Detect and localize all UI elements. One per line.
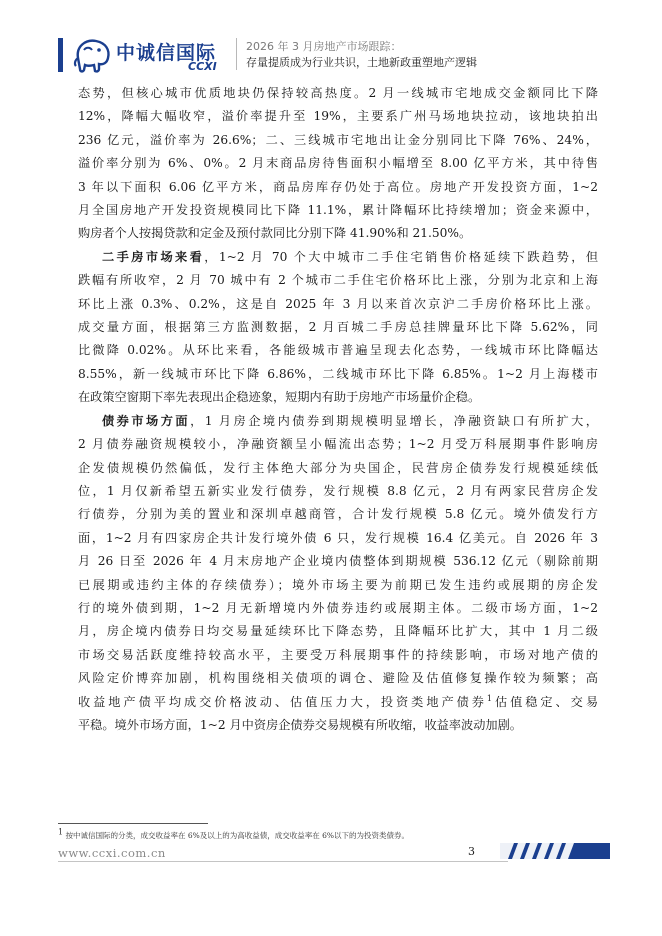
report-title: 存量提质成为行业共识，土地新政重塑地产逻辑 <box>246 56 477 69</box>
footnote-number: 1 <box>58 827 64 837</box>
text-segment: 行的境外债到期，1~2 月无新增境内外债券违约或展期主体。二级市场方面，1~2 <box>78 600 598 615</box>
text-segment: 环比上涨 0.3%、0.2%，这是自 2025 年 3 月以来首次京沪二手房价格环比上涨。 <box>78 296 598 311</box>
text-line <box>78 293 598 316</box>
text-line: 月全国房地产开发投资规模同比下降 11.1%，累计降幅环比持续增加；资金来源中， <box>78 203 598 218</box>
paragraph-bond-market <box>78 410 598 738</box>
report-series-line: 2026 年 3 月房地产市场跟踪： <box>246 40 402 53</box>
logo-chinese-name: 中诚信国际 <box>116 42 217 64</box>
text-line <box>78 527 598 550</box>
section-lead: 债券市场方面 <box>102 413 191 428</box>
section-lead: 二手房市场来看 <box>102 249 205 264</box>
text-segment: 收益地产债平均成交价格波动、估值压力大，投资类地产债券 <box>78 694 487 709</box>
text-line <box>78 386 598 409</box>
text-segment: 成交量方面，根据第三方监测数据，2 月百城二手房总挂牌量环比下降 5.62%，同 <box>78 320 598 335</box>
text-segment: 2 月债券融资规模较小，净融资额呈小幅流出态势；1~2 月受万科展期事件影响房 <box>78 437 598 452</box>
text-line <box>78 433 598 456</box>
text-line <box>78 714 598 737</box>
text-line <box>78 480 598 503</box>
logo-english-name: CCXI <box>188 60 217 73</box>
text-segment: 已展期或违约主体的存续债券）；境外市场主要为前期已发生违约或展期的房企发 <box>78 577 598 592</box>
footnote <box>58 827 410 841</box>
text-line <box>78 503 598 526</box>
paragraph-land-market <box>78 82 598 246</box>
text-line: 12%，降幅大幅收窄，溢价率提升至 19%，主要系广州马场地块拉动，该地块拍出 <box>78 109 598 124</box>
footnote-separator <box>58 823 208 824</box>
footnote-text: 按中诚信国际的分类，成交收益率在 6%及以上的为高收益债，成交收益率在 6%以下的为投资类债券。 <box>65 831 410 840</box>
text-segment: 企发债规模仍然偏低，发行主体绝大部分为央国企，民营房企债券发行规模延续低 <box>78 460 598 475</box>
text-segment: 面，1~2 月有四家房企共计发行境外债 6 只，发行规模 16.4 亿美元。自 2026 年 3 <box>78 530 598 545</box>
text-segment: 月 26 日至 2026 年 4 月末房地产企业境内债整体到期规模 536.12 亿元（剔除前期 <box>78 554 598 569</box>
footer-rule <box>58 861 508 862</box>
elephant-logo-icon <box>72 36 114 74</box>
footer-website-link[interactable]: www.ccxi.com.cn <box>58 846 166 860</box>
page-header <box>0 0 662 80</box>
text-line: 态势，但核心城市优质地块仍保持较高热度。2 月一线城市宅地成交金额同比下降 <box>78 86 598 100</box>
text-segment: 平稳。境外市场方面，1~2 月中资房企债券交易规模有所收缩，收益率波动加剧。 <box>78 717 522 732</box>
text-segment: 风险定价博弈加剧，机构围绕相关债项的调仓、避险及估值修复操作较为频繁；高 <box>78 671 598 686</box>
decorative-stripes-icon <box>500 843 610 859</box>
text-line <box>78 574 598 597</box>
footnote-reference[interactable]: 1 <box>486 693 492 703</box>
text-line <box>78 339 598 362</box>
body-content <box>78 82 598 737</box>
text-line <box>78 691 598 714</box>
text-line <box>78 457 598 480</box>
text-line: 溢价率分别为 6%、0%。2 月末商品房待售面积小幅增至 8.00 亿平方米，其中待售 <box>78 156 598 171</box>
text-line <box>78 410 598 433</box>
text-segment: ，1~2 月 70 个大中城市二手住宅销售价格延续下跌趋势，但 <box>204 249 598 264</box>
text-segment: 行债券，分别为美的置业和深圳卓越商管，合计发行规模 5.8 亿元。境外债发行方 <box>78 507 598 522</box>
text-segment: 在政策空窗期下率先表现出企稳迹象，短期内有助于房地产市场量价企稳。 <box>78 390 481 405</box>
text-line <box>78 550 598 573</box>
text-segment: 8.55%，新一线城市环比下降 6.86%，二线城市环比下降 6.85%。1~2 月上海楼市 <box>78 366 598 381</box>
header-accent-bar <box>58 38 63 72</box>
text-line: 236 亿元，溢价率为 26.6%；二、三线城市宅地出让金分别同比下降 76%、24%， <box>78 132 598 147</box>
text-line: 购房者个人按揭贷款和定金及预付款同比分别下降 41.90%和 21.50%。 <box>78 226 472 241</box>
text-line <box>78 644 598 667</box>
text-segment: 估值稳定、交易 <box>492 694 598 709</box>
text-line <box>78 316 598 339</box>
text-line <box>78 620 598 643</box>
page-number: 3 <box>468 845 475 858</box>
text-line: 3 年以下面积 6.06 亿平方米，商品房库存仍处于高位。房地产开发投资方面，1~2 <box>78 179 598 194</box>
header-divider <box>236 38 237 70</box>
text-segment: 市场交易活跃度维持较高水平，主要受万科展期事件的持续影响，市场对地产债的 <box>78 647 598 662</box>
text-line <box>78 269 598 292</box>
text-line <box>78 667 598 690</box>
text-line <box>78 246 598 269</box>
paragraph-second-hand-market <box>78 246 598 410</box>
text-segment: 比微降 0.02%。从环比来看，各能级城市普遍呈现去化态势，一线城市环比降幅达 <box>78 343 598 358</box>
text-segment: ，1 月房企境内债券到期规模明显增长，净融资缺口有所扩大， <box>190 413 598 428</box>
text-line <box>78 363 598 386</box>
text-line <box>78 597 598 620</box>
text-segment: 位，1 月仅新希望五新实业发行债券，发行规模 8.8 亿元，2 月有两家民营房企发 <box>78 483 598 498</box>
company-logo <box>72 36 232 76</box>
text-segment: 跌幅有所收窄，2 月 70 城中有 2 个城市二手住宅价格环比上涨，分别为北京和上海 <box>78 273 598 288</box>
text-segment: 月，房企境内债券日均交易量延续环比下降态势，且降幅环比扩大，其中 1 月二级 <box>78 624 598 639</box>
